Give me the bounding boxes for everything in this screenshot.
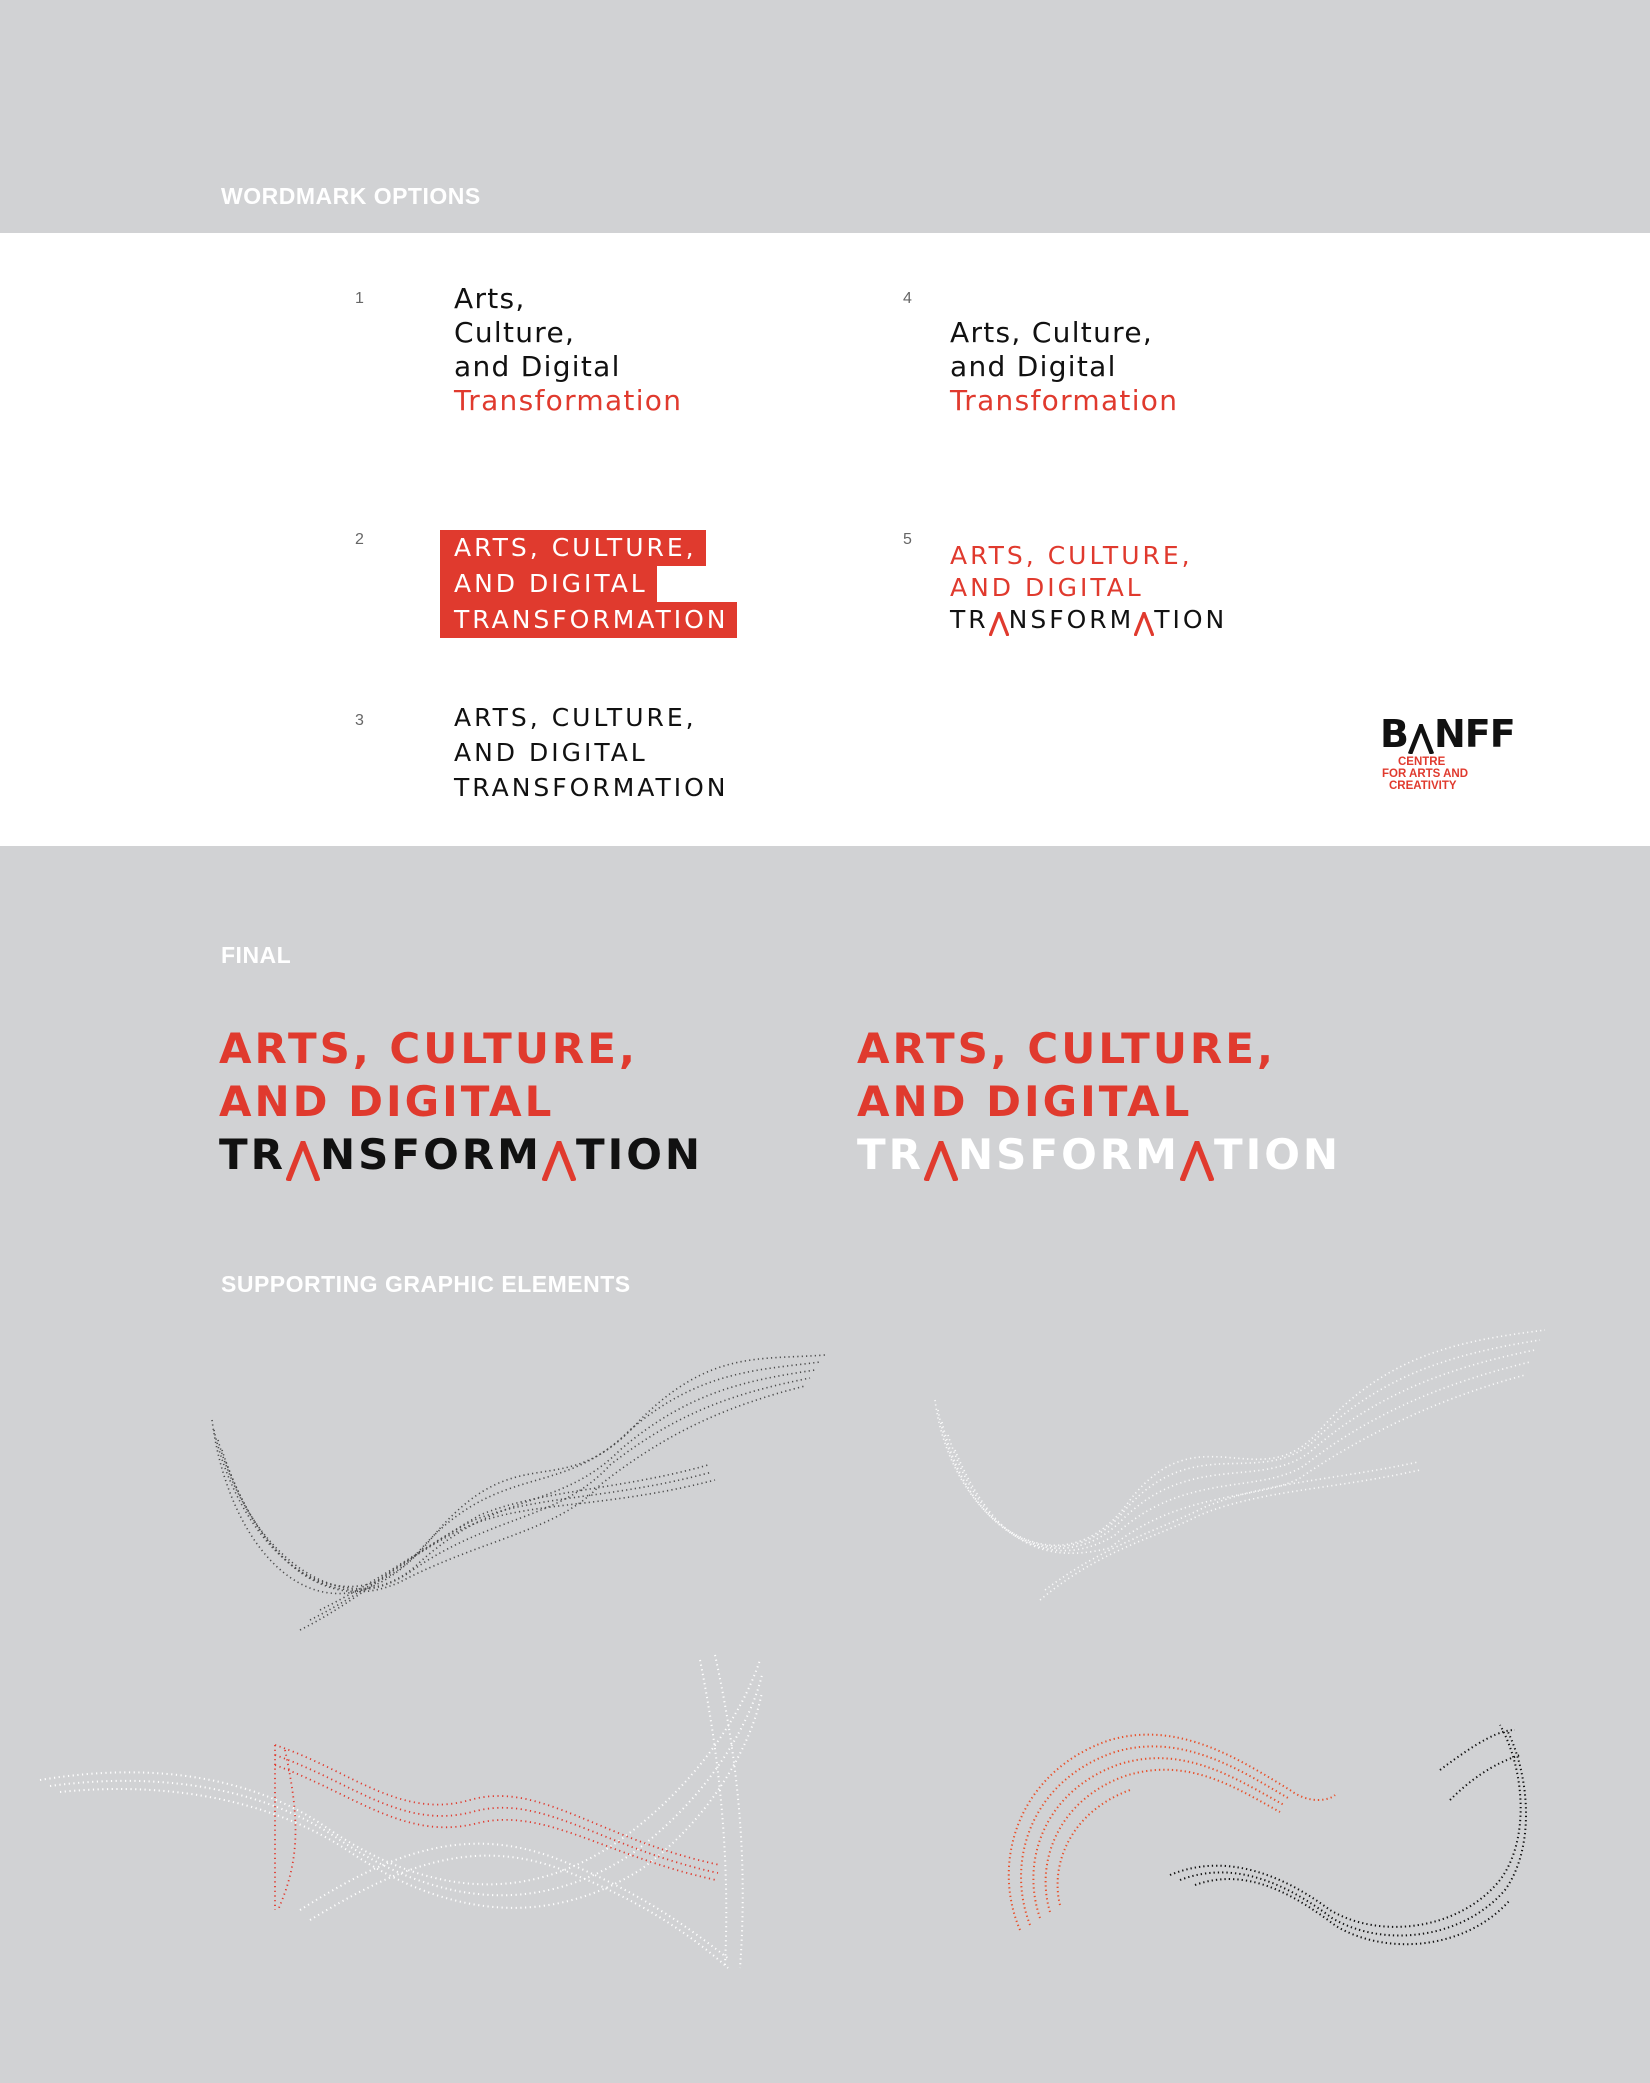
option-1-line-2: Culture, bbox=[454, 316, 576, 349]
caret-a-icon bbox=[989, 612, 1009, 636]
option-5-line-3 bbox=[950, 604, 1227, 636]
red-ribbon-dot-wave bbox=[275, 1745, 720, 1910]
light-dot-wave bbox=[935, 1330, 1545, 1600]
final-light-tr-b: NSFORM bbox=[958, 1130, 1180, 1179]
option-1-line-3: and Digital bbox=[454, 350, 621, 383]
dark-dot-wave bbox=[212, 1355, 825, 1630]
option-5-line-1: ARTS, CULTURE, bbox=[950, 541, 1193, 570]
option-number-3: 3 bbox=[355, 712, 364, 729]
final-dark-line-3 bbox=[219, 1128, 703, 1181]
caret-a-icon bbox=[286, 1141, 320, 1181]
final-light-line-2: AND DIGITAL bbox=[857, 1077, 1193, 1126]
final-light-tr-c: TION bbox=[1213, 1130, 1342, 1179]
option-number-1: 1 bbox=[355, 290, 364, 307]
logo-sub-3: CREATIVITY bbox=[1389, 780, 1457, 792]
option-number-4: 4 bbox=[903, 290, 912, 307]
option-5-tr-c: TION bbox=[1154, 605, 1228, 634]
final-wordmark-light bbox=[857, 1022, 1341, 1181]
logo-sub-2: FOR ARTS AND bbox=[1382, 768, 1469, 780]
final-light-line-1: ARTS, CULTURE, bbox=[857, 1024, 1276, 1073]
supporting-heading: SUPPORTING GRAPHIC ELEMENTS bbox=[221, 1271, 631, 1297]
option-5-tr-a: TR bbox=[950, 605, 989, 634]
wordmark-option-4 bbox=[950, 316, 1178, 418]
caret-a-icon bbox=[1180, 1141, 1214, 1181]
wordmark-option-1 bbox=[454, 282, 682, 418]
wordmark-option-2 bbox=[440, 530, 737, 638]
option-2-line-3: TRANSFORMATION bbox=[440, 602, 737, 638]
option-2-line-1: ARTS, CULTURE, bbox=[440, 530, 706, 566]
white-ribbon-dot-wave bbox=[40, 1655, 762, 1968]
wordmark-options-heading: WORDMARK OPTIONS bbox=[221, 183, 481, 209]
final-dark-line-2: AND DIGITAL bbox=[219, 1077, 555, 1126]
logo-nff: NFF bbox=[1433, 712, 1515, 756]
caret-a-icon bbox=[542, 1141, 576, 1181]
final-dark-tr-c: TION bbox=[575, 1130, 704, 1179]
caret-a-icon bbox=[924, 1141, 958, 1181]
supporting-graphics bbox=[0, 1300, 1650, 2000]
option-5-line-2: AND DIGITAL bbox=[950, 573, 1144, 602]
option-5-tr-b: NSFORM bbox=[1008, 605, 1135, 634]
option-3-line-1: ARTS, CULTURE, bbox=[454, 703, 697, 732]
final-dark-tr-a: TR bbox=[219, 1130, 286, 1179]
logo-b: B bbox=[1380, 712, 1408, 756]
option-3-line-2: AND DIGITAL bbox=[454, 738, 648, 767]
black-swirl-dot-wave bbox=[1170, 1725, 1526, 1944]
option-number-2: 2 bbox=[355, 531, 364, 548]
orange-swirl-dot-wave bbox=[1009, 1735, 1335, 1930]
option-4-line-2: and Digital bbox=[950, 350, 1117, 383]
option-3-line-3: TRANSFORMATION bbox=[454, 773, 729, 802]
logo-sub-1: CENTRE bbox=[1398, 756, 1446, 768]
final-dark-tr-b: NSFORM bbox=[320, 1130, 542, 1179]
caret-a-icon bbox=[1134, 612, 1154, 636]
logo-caret-icon bbox=[1408, 724, 1434, 754]
option-4-line-3: Transformation bbox=[950, 384, 1179, 417]
wordmark-option-5 bbox=[950, 540, 1227, 636]
banff-logo bbox=[1380, 714, 1515, 792]
option-2-line-2: AND DIGITAL bbox=[440, 566, 657, 602]
option-1-line-4: Transformation bbox=[454, 384, 683, 417]
final-dark-line-1: ARTS, CULTURE, bbox=[219, 1024, 638, 1073]
final-light-tr-a: TR bbox=[857, 1130, 924, 1179]
option-number-5: 5 bbox=[903, 531, 912, 548]
option-1-line-1: Arts, bbox=[454, 282, 526, 315]
final-wordmark-dark bbox=[219, 1022, 703, 1181]
final-light-line-3 bbox=[857, 1128, 1341, 1181]
final-heading: FINAL bbox=[221, 942, 292, 968]
option-4-line-1: Arts, Culture, bbox=[950, 316, 1154, 349]
wordmark-option-3 bbox=[454, 700, 728, 805]
